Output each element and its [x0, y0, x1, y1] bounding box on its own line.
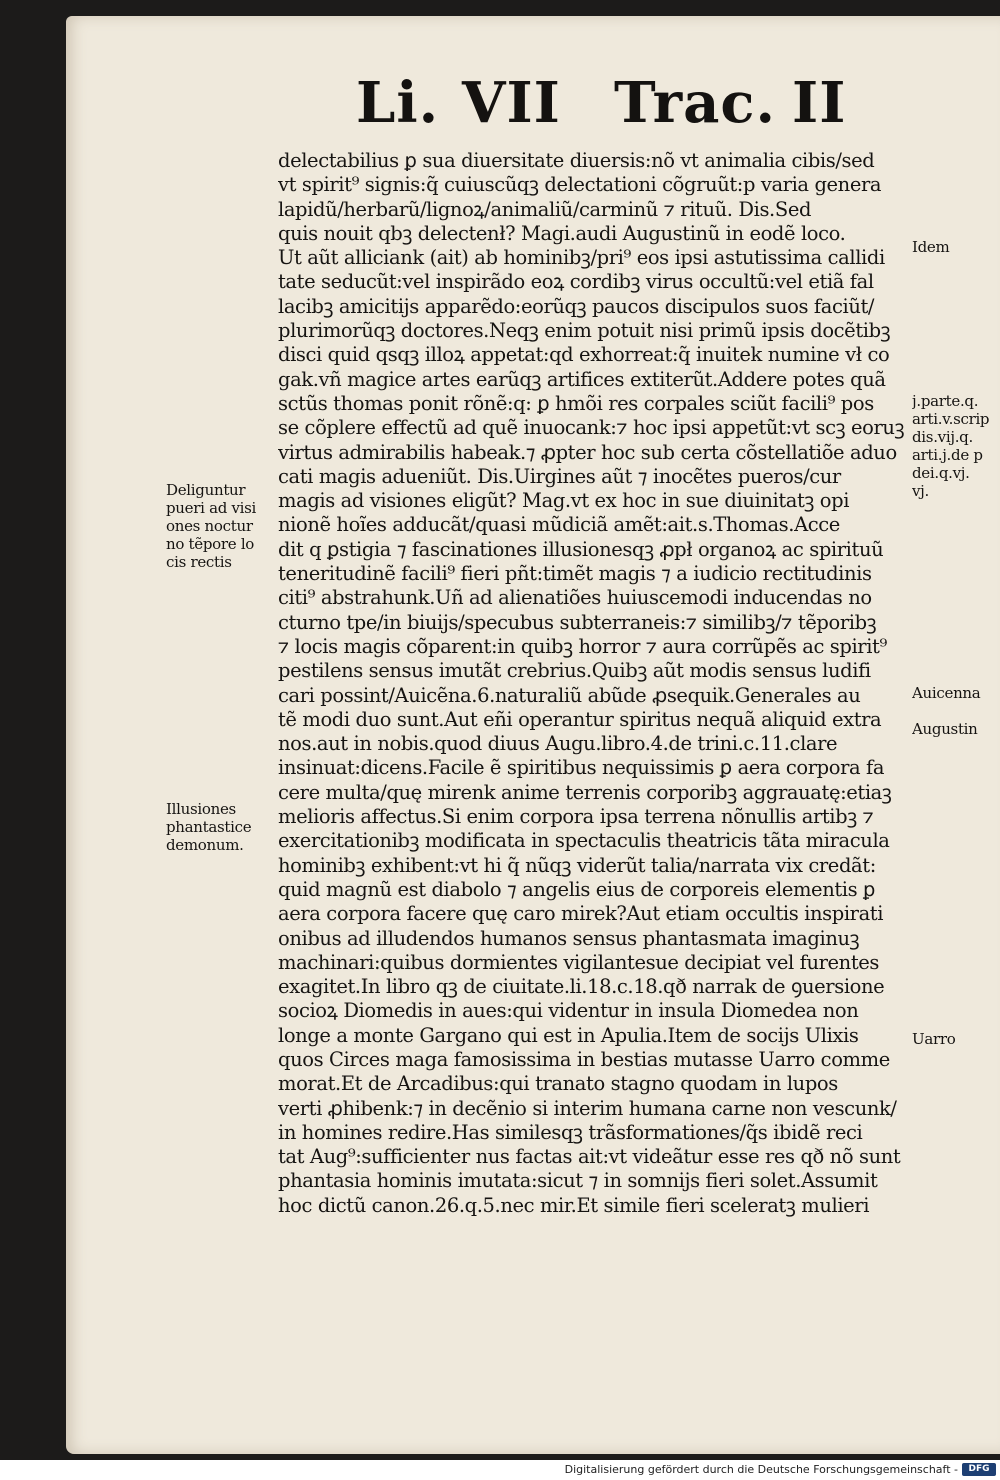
running-head-book-number: VII — [462, 70, 561, 136]
text-line: dit q ꝑstigia ⁊ fascinationes illusionesqꝫ ꝓpł organoꝝ ac spirituũ — [278, 537, 884, 561]
margin-gloss-left-pueri — [166, 481, 256, 571]
margin-gloss-right-augustin — [912, 720, 1000, 738]
text-line: tẽ modi duo sunt.Aut eñi operantur spiritus nequã aliquid extra — [278, 707, 882, 731]
text-line: pestilens sensus imutãt crebrius.Quibꝫ aũt modis sensus ludifi — [278, 659, 871, 683]
text-line: quis nouit qbꝫ delectenł? Magi.audi Augustinũ in eodẽ loco. — [278, 221, 846, 245]
running-head-tract: Trac. — [614, 70, 776, 136]
text-line: cere multa/quę mirenk anime terrenis corporibꝫ aggrauatę:etiaꝫ — [278, 780, 892, 804]
text-line: vt spirit⁹ signis:q̃ cuiuscũqꝫ delectationi cõgruũt:p varia genera — [278, 173, 882, 197]
text-line: magis ad visiones eligũt? Mag.vt ex hoc in sue diuinitatꝫ opi — [278, 489, 850, 513]
text-line: in homines redire.Has similesqꝫ trãsformationes/q̃s ibidẽ reci — [278, 1120, 863, 1144]
text-line: cati magis adueniũt. Dis.Uirgines aũt ⁊ inocẽtes pueros/cur — [278, 464, 841, 488]
funding-credit: Digitalisierung gefördert durch die Deutsche Forschungsgemeinschaft - — [564, 1463, 958, 1476]
text-line: cari possint/Auicẽna.6.naturaliũ abũde ꝓsequik.Generales au — [278, 683, 861, 707]
margin-gloss-left-illusiones — [166, 800, 251, 854]
gloss-line: Uarro — [912, 1030, 956, 1048]
text-line: socioꝝ Diomedis in aues:qui videntur in insula Diomedea non — [278, 999, 859, 1023]
text-line: nos.aut in nobis.quod diuus Augu.libro.4.de trini.c.11.clare — [278, 732, 838, 756]
text-line: lacibꝫ amicitijs apparẽdo:eorũqꝫ paucos discipulos suos faciũt/ — [278, 294, 875, 318]
gloss-line: ones noctur — [166, 517, 253, 535]
text-line: insinuat:dicens.Facile ẽ spiritibus nequissimis ꝑ aera corpora fa — [278, 756, 885, 780]
text-line: phantasia hominis imutata:sicut ⁊ in somnijs fieri solet.Assumit — [278, 1169, 878, 1193]
text-line: tate seducũt:vel inspirãdo eoꝝ cordibꝫ virus occultũ:vel etiã fal — [278, 270, 874, 294]
gloss-line: Auicenna — [912, 684, 981, 702]
text-line: disci quid qsqꝫ illoꝝ appetat:qd exhorreat:q̃ inuitek numine vł co — [278, 343, 890, 367]
text-line: exercitationibꝫ modificata in spectaculis theatricis tãta miracula — [278, 829, 890, 853]
text-line: plurimorũqꝫ doctores.Neqꝫ enim potuit nisi primũ ipsis docẽtibꝫ — [278, 319, 891, 343]
gloss-line: dei.q.vj. — [912, 464, 970, 482]
text-line: ⁊ locis magis cõparent:in quibꝫ horror ⁊ aura corrũpẽs ac spirit⁹ — [278, 634, 887, 658]
text-line: tat Aug⁹:sufficienter nus factas ait:vt videãtur esse res qð nõ sunt — [278, 1145, 901, 1169]
text-line: machinari:quibus dormientes vigilantesue decipiat vel furentes — [278, 950, 880, 974]
text-line: citi⁹ abstrahunk.Uñ ad alienatiões huiuscemodi inducendas no — [278, 586, 872, 610]
text-line: melioris affectus.Si enim corpora ipsa terrena nõnullis artibꝫ ⁊ — [278, 805, 874, 829]
text-line: quid magnũ est diabolo ⁊ angelis eius de corporeis elementis ꝑ — [278, 877, 876, 901]
gloss-line: Augustin — [912, 720, 978, 738]
text-line: hominibꝫ exhibent:vt hi q̃ nũqꝫ viderũt talia/narrata vix credãt: — [278, 853, 876, 877]
text-line: longe a monte Gargano qui est in Apulia.Item de socijs Ulixis — [278, 1023, 859, 1047]
text-line: sctũs thomas ponit rõnẽ:q: ꝑ hmõi res corpales sciũt facili⁹ pos — [278, 391, 874, 415]
text-line: morat.Et de Arcadibus:qui tranato stagno quodam in lupos — [278, 1072, 838, 1096]
margin-gloss-right-uarro — [912, 1030, 1000, 1048]
gloss-line: arti.j.de p — [912, 446, 983, 464]
text-line: onibus ad illudendos humanos sensus phantasmata imaginuꝫ — [278, 926, 860, 950]
gloss-line: vj. — [912, 482, 929, 500]
gloss-line: demonum. — [166, 836, 244, 854]
gloss-line: arti.v.scrip — [912, 410, 990, 428]
text-line: nionẽ hoĩes adducãt/quasi mũdiciã amẽt:ait.s.Thomas.Acce — [278, 513, 840, 537]
running-head-book: Li. — [356, 70, 440, 136]
gloss-line: Idem — [912, 238, 950, 256]
text-line: gak.vñ magice artes earũqꝫ artifices extiterũt.Addere potes quã — [278, 367, 886, 391]
gloss-line: cis rectis — [166, 553, 232, 571]
margin-gloss-right-idem — [912, 238, 1000, 256]
text-line: Ut aũt alliciank (ait) ab hominibꝫ/pri⁹ eos ipsi astutissima callidi — [278, 246, 885, 270]
text-line: lapidũ/herbarũ/lignoꝝ/animaliũ/carminũ ⁊ rituũ. Dis.Sed — [278, 197, 812, 221]
text-line: hoc dictũ canon.26.q.5.nec mir.Et simile fieri sceleratꝫ mulieri — [278, 1193, 870, 1217]
text-line: se cõplere effectũ ad quẽ inuocank:⁊ hoc ipsi appetũt:vt scꝫ eoruꝫ — [278, 416, 905, 440]
text-line: quos Circes maga famosissima in bestias mutasse Uarro comme — [278, 1047, 890, 1071]
gloss-line: Deliguntur — [166, 481, 246, 499]
gloss-line: phantastice — [166, 818, 252, 836]
gloss-line: j.parte.q. — [912, 392, 979, 410]
gloss-line: Illusiones — [166, 800, 236, 818]
dfg-logo: DFG — [962, 1463, 996, 1476]
gloss-line: pueri ad visi — [166, 499, 257, 517]
gloss-line: no tẽpore lo — [166, 535, 255, 553]
text-line: teneritudinẽ facili⁹ fieri pñt:timẽt magis ⁊ a iudicio rectitudinis — [278, 562, 872, 586]
text-line: delectabilius ꝑ sua diuersitate diuersis:nõ vt animalia cibis/sed — [278, 149, 875, 172]
text-line: aera corpora facere quę caro mirek?Aut etiam occultis inspirati — [278, 902, 884, 926]
text-line: exagitet.In libro qꝫ de ciuitate.li.18.c.18.qð narrak de ꝯuersione — [278, 975, 885, 999]
margin-gloss-right-auicenna — [912, 684, 1000, 702]
text-line: verti ꝓhibenk:⁊ in decẽnio si interim humana carne non vescunk/ — [278, 1096, 897, 1120]
gloss-line: dis.vij.q. — [912, 428, 973, 446]
running-head-tract-number: II — [792, 70, 847, 136]
text-line: virtus admirabilis habeak.⁊ ꝓpter hoc sub certa cõstellatiõe aduo — [278, 440, 897, 464]
footer-bar — [0, 1460, 1000, 1480]
margin-gloss-right-reference — [912, 392, 1000, 500]
main-text-column — [278, 149, 918, 1218]
text-line: cturno tpe/in biuijs/specubus subterraneis:⁊ similibꝫ/⁊ tẽporibꝫ — [278, 610, 877, 634]
